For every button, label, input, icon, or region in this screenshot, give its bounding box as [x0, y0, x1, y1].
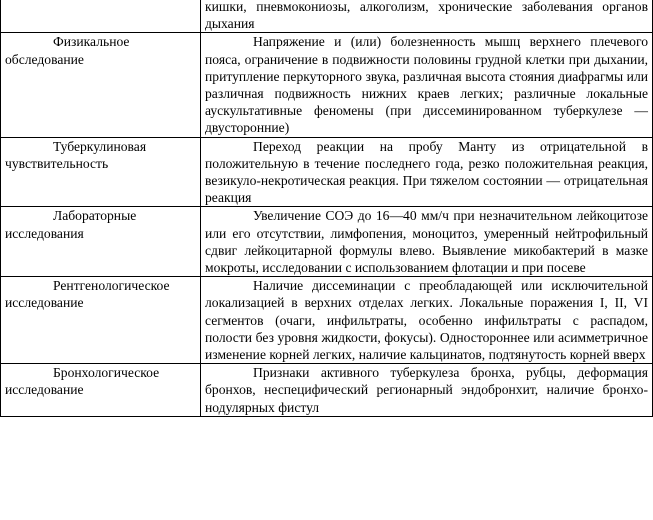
row-label: Туберкулиновая чувствительность: [5, 138, 147, 171]
table-row: [1, 137, 653, 207]
row-content: кишки, пневмокониозы, алкоголизм, хронические заболевания органов дыхания: [205, 0, 648, 32]
row-content-cell: [201, 207, 653, 277]
row-content: Наличие диссеминации с преобладающей или исключительной локализацией в верхних отделах легких. Локальные поражения I, II, VI сегментов (очаги, инфильтраты, особенно инфильтраты с распадом, полости без уровня жидкости, фокусы). Одностороннее или асимметричное изменение корней легких, наличие кальцинатов, подтянутость корней вверх: [205, 278, 648, 363]
row-content-cell: [201, 137, 653, 207]
row-content-cell: [201, 277, 653, 364]
table-row: [1, 33, 653, 137]
row-content: Увеличение СОЭ до 16—40 мм/ч при незначительном лейкоцитозе или его отсутствии, лимфопения, моноцитоз, умеренный нейтрофильный сдвиг лейкоцитарной формулы влево. Выявление микобактерий в мазке мокроты, исследовании с использованием флотации и при посеве: [205, 208, 648, 276]
row-label-cell: [1, 207, 201, 277]
row-label-cell: [1, 33, 201, 137]
row-content: Напряжение и (или) болезненность мышц верхнего плечевого пояса, ограничение в подвижности половины грудной клетки при дыхании, притупление перкуторного звука, различная высота стояния диафрагмы или различная подвижность нижних краев легких; различные локальные аускультативные феномены (при диссеминированном туберкулезе — двусторонние): [205, 34, 648, 136]
row-label: Физикальное обследование: [5, 34, 130, 67]
table-row: [1, 0, 653, 33]
row-content-cell: [201, 33, 653, 137]
row-content: Переход реакции на пробу Манту из отрицательной в положительную в течение последнего года, резко положительная реакция, везикуло-некротическая реакция. При тяжелом состоянии — отрицательная реакция: [205, 138, 648, 206]
row-content: Признаки активного туберкулеза бронха, рубцы, деформация бронхов, неспецифический регионарный эндобронхит, наличие бронхо-нодулярных фистул: [205, 365, 648, 415]
row-label-cell: [1, 137, 201, 207]
row-label-cell: [1, 0, 201, 33]
row-label-cell: [1, 277, 201, 364]
row-label: Рентгенологическое исследование: [5, 278, 170, 311]
row-label: Лабораторные исследования: [5, 208, 137, 241]
row-content-cell: [201, 0, 653, 33]
table-row: [1, 207, 653, 277]
row-label: Бронхологическое исследование: [5, 365, 160, 398]
row-content-cell: [201, 364, 653, 417]
table-row: [1, 277, 653, 364]
row-label-cell: [1, 364, 201, 417]
table-row: [1, 364, 653, 417]
